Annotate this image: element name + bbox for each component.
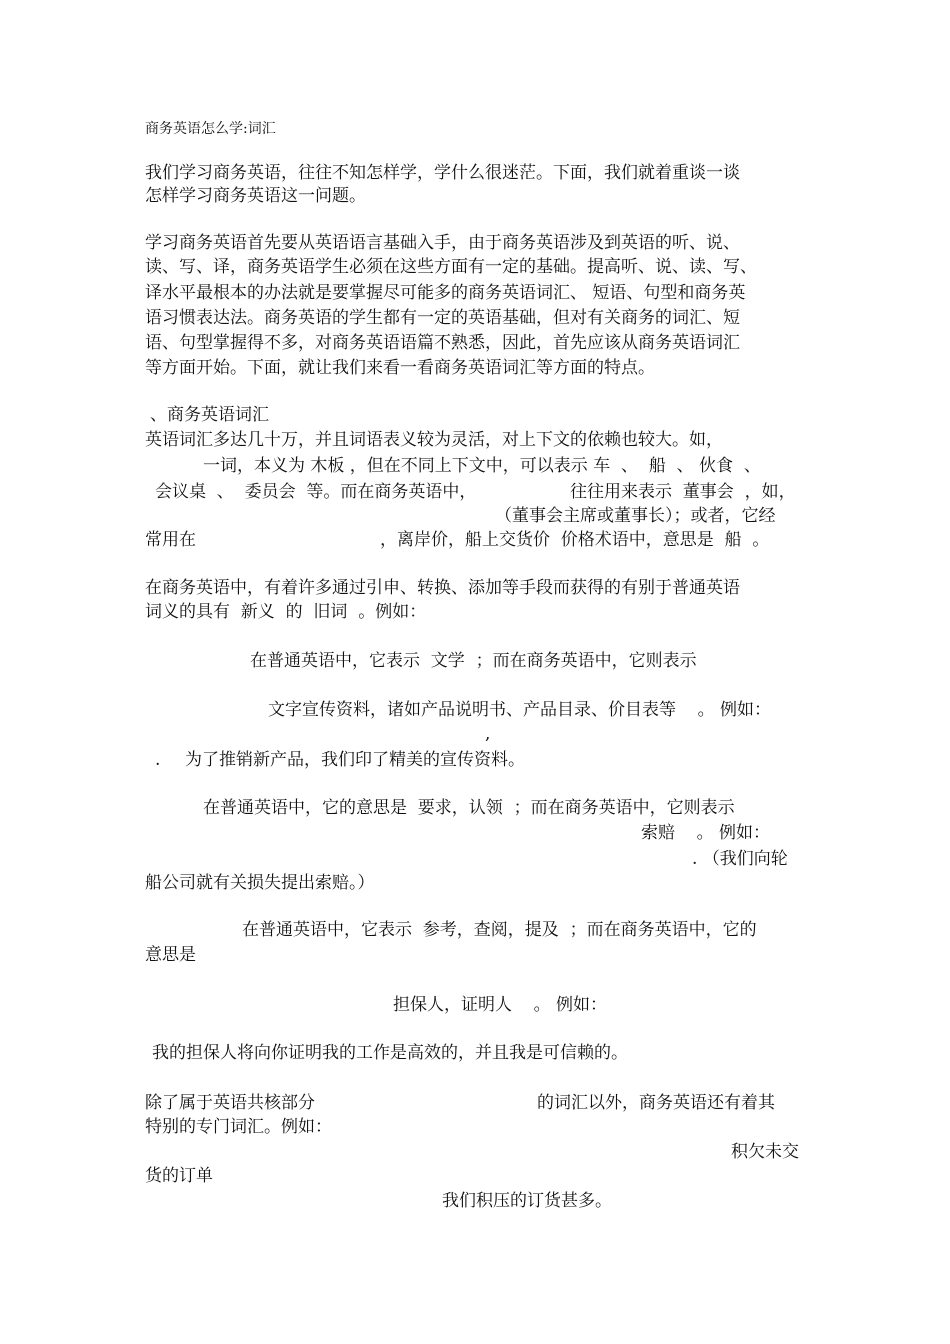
vocab-line-2: 一词，本义为 木板 ，但在不同上下文中，可以表示 车 、 船 、 伙食 、 [203,456,761,476]
special-line-1a: 除了属于英语共核部分 [145,1093,315,1113]
vocab-line-3b: 往往用来表示 董事会 ，如， [570,482,796,502]
intro-line-1: 我们学习商务英语，往往不知怎样学，学什么很迷茫。下面，我们就着重谈一谈 [145,163,740,183]
special-line-4: 货的订单 [145,1166,213,1186]
vocab-line-1: 英语词汇多达几十万，并且词语表义较为灵活，对上下文的依赖也较大。如， [145,430,723,450]
example3-line-1: 在普通英语中，它表示 参考，查阅，提及 ；而在商务英语中，它的 [242,920,757,940]
section-heading: 、商务英语词汇 [150,405,269,425]
special-line-2: 特别的专门词汇。例如： [145,1117,332,1137]
example2-line-4: 船公司就有关损失提出索赔。） [145,873,375,893]
basics-line-6: 等方面开始。下面，就让我们来看一看商务英语词汇等方面的特点。 [145,358,655,378]
vocab-line-5a: 常用在 [145,530,196,550]
basics-line-4: 语习惯表达法。商务英语的学生都有一定的英语基础，但对有关商务的词汇、短 [145,308,740,328]
new-meaning-line-1: 在商务英语中，有着许多通过引申、转换、添加等手段而获得的有别于普通英语 [145,578,740,598]
example1-line-1: 在普通英语中，它表示 文学 ；而在商务英语中，它则表示 [250,651,697,671]
example3-line-4: 我的担保人将向你证明我的工作是高效的，并且我是可信赖的。 [152,1043,628,1063]
vocab-line-5b: ，离岸价，船上交货价 价格术语中，意思是 船 。 [380,530,770,550]
vocab-line-3a: 会议桌 、 委员会 等。而在商务英语中， [155,482,477,502]
page-title: 商务英语怎么学:词汇 [145,121,276,137]
example1-line-3: 为了推销新产品，我们印了精美的宣传资料。 [185,750,525,770]
basics-line-3: 译水平最根本的办法就是要掌握尽可能多的商务英语词汇、 短语、句型和商务英 [145,283,746,303]
new-meaning-line-2: 词义的具有 新义 的 旧词 。例如： [145,602,427,622]
special-line-5: 我们积压的订货甚多。 [442,1191,612,1211]
example2-line-1: 在普通英语中，它的意思是 要求，认领 ；而在商务英语中，它则表示 [203,798,735,818]
basics-line-1: 学习商务英语首先要从英语语言基础入手，由于商务英语涉及到英语的听、说、 [145,233,740,253]
example1-line-2: 文字宣传资料，诸如产品说明书、产品目录、价目表等 。 例如： [268,700,772,720]
vocab-line-4: （董事会主席或董事长）；或者，它经 [495,506,776,526]
example1-dot: . [155,750,161,770]
example2-line-2: 索赔 。 例如： [641,823,771,843]
special-line-3: 积欠未交 [731,1142,799,1162]
example2-line-3: . （我们向轮 [692,849,788,869]
special-line-1b: 的词汇以外，商务英语还有着其 [537,1093,775,1113]
basics-line-2: 读、写、译，商务英语学生必须在这些方面有一定的基础。提高听、说、读、写、 [145,257,757,277]
basics-line-5: 语、句型掌握得不多，对商务英语语篇不熟悉，因此，首先应该从商务英语词汇 [145,333,740,353]
example3-line-2: 意思是 [145,945,196,965]
example3-line-3: 担保人，证明人 。 例如： [393,995,608,1015]
example1-comma: , [485,724,491,744]
intro-line-2: 怎样学习商务英语这一问题。 [145,186,366,206]
